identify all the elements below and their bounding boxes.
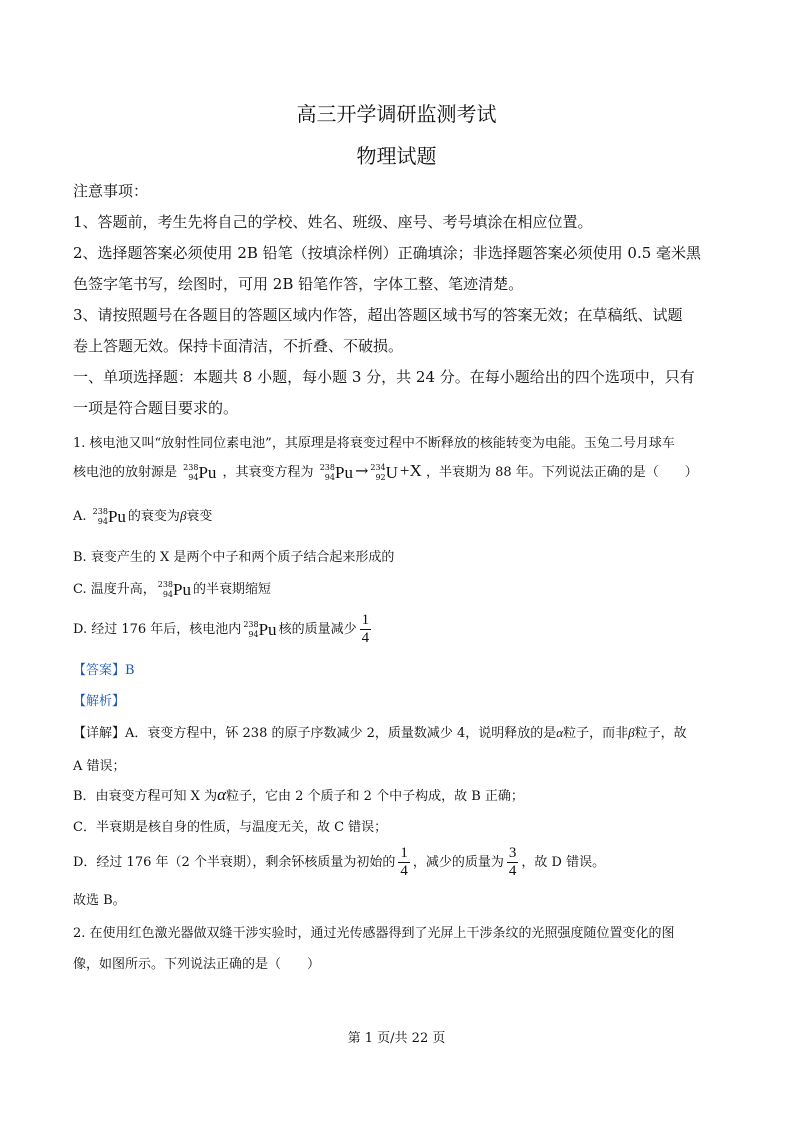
pu-d-mass: 238 [243,619,259,629]
fraction-1-4-b [398,845,410,880]
q2-stem-line2: 像，如图所示。下列说法正确的是（ ） [73,957,321,972]
section1-line2: 一项是符合题目要求的。 [73,399,239,417]
q1-option-d [73,612,374,647]
plus-x: +X [399,461,422,480]
note-1: 1、答题前，考生先将自己的学校、姓名、班级、座号、考号填涂在相应位置。 [73,213,593,231]
frac-b-num: 1 [400,845,408,861]
frac-den: 4 [361,630,370,646]
frac-num: 1 [361,612,370,628]
detail-line2: A 错误； [73,759,126,774]
nuclide-pu-eq [320,463,353,483]
analysis-heading: 【解析】 [73,694,126,709]
conclusion-line: 故选 B。 [73,893,126,908]
pu-symbol: Pu [198,462,217,482]
q1-option-a [73,505,212,527]
q2-stem-line1: 2. 在使用红色激光器做双缝干涉实验时，通过光传感器得到了光屏上干涉条纹的光照强度随位置变化的图 [73,926,675,941]
pu-d-atomic: 94 [248,629,259,639]
pu-d-symbol: Pu [258,619,277,639]
nuclide-pu-c [158,580,191,600]
detail-5c: ，故 D 错误。 [521,855,606,870]
q1-option-c [73,578,271,600]
exam-subtitle: 物理试题 [356,144,437,168]
opt-c-end: 的半衰期缩短 [193,582,272,597]
detail-3b: 粒子，它由 2 个质子和 2 个中子构成，故 B 正确； [226,789,524,804]
detail-1a: 【详解】A．衰变方程中，钚 238 的原子序数减少 2，质量数减少 4，说明释放的是 [73,726,557,741]
pu-a-symbol: Pu [107,506,126,526]
u-atomic: 92 [375,472,386,482]
pu-mass: 238 [183,462,199,472]
detail-5b: ，减少的质量为 [412,855,504,870]
notes-heading: 注意事项： [73,182,149,200]
alpha-symbol-2: α [217,785,227,804]
detail-line1 [73,722,687,741]
detail-5a: D．经过 176 年（2 个半衰期），剩余钚核质量为初始的 [73,855,396,870]
detail-1c: 粒子，故 [634,726,687,741]
nuclide-pu [183,463,216,483]
opt-d-end: 核的质量减少 [278,622,357,637]
pu-eq-atomic: 94 [324,472,335,482]
beta-symbol-2: β [628,725,635,740]
detail-1b: 粒子，而非 [563,726,629,741]
q1-stem2-c: ，半衰期为 88 年。下列说法正确的是（ ） [425,465,698,480]
pu-atomic: 94 [188,472,199,482]
nuclide-pu-d [243,620,276,640]
pu-c-symbol: Pu [173,579,191,599]
arrow-symbol: → [354,461,369,480]
u-symbol: U [385,462,398,482]
fraction-3-4 [507,845,519,880]
pu-c-atomic: 94 [162,589,174,599]
fraction-1-4 [360,612,372,647]
note-3-line2: 卷上答题无效。保持卡面清洁，不折叠、不破损。 [73,337,404,355]
detail-line4: C．半衰期是核自身的性质，与温度无关，故 C 错误； [73,820,388,835]
detail-line5 [73,845,605,880]
opt-a-label: A. [73,509,87,524]
q1-stem-line2 [73,461,698,483]
nuclide-u [370,463,398,483]
beta-symbol: β [179,508,187,523]
answer-line: 【答案】B [73,663,135,678]
note-2-line2: 色签字笔书写，绘图时，可用 2B 铅笔作答，字体工整、笔迹清楚。 [73,275,524,293]
pu-a-atomic: 94 [97,516,108,526]
pu-eq-mass: 238 [319,462,335,472]
q1-stem-line1: 1. 核电池又叫“放射性同位素电池”，其原理是将衰变过程中不断释放的核能转变为电能。玉兔二号月球车 [73,436,675,451]
q1-stem2-b: ，其衰变方程为 [222,465,314,480]
nuclide-pu-a [93,507,126,527]
detail-line3 [73,785,524,805]
alpha-symbol: α [556,725,564,740]
note-2-line1: 2、选择题答案必须使用 2B 铅笔（按填涂样例）正确填涂；非选择题答案必须使用 0.5 毫米黑 [73,244,702,262]
q1-option-b: B. 衰变产生的 X 是两个中子和两个质子结合起来形成的 [73,550,395,565]
opt-c-text: C. 温度升高， [73,582,156,597]
opt-d-text: D. 经过 176 年后，核电池内 [73,622,242,637]
pu-eq-symbol: Pu [334,462,353,482]
opt-a-text: 的衰变为 [127,509,180,524]
pu-a-mass: 238 [92,506,108,516]
frac-c-num: 3 [508,845,517,861]
frac-b-den: 4 [400,863,408,879]
exam-title: 高三开学调研监测考试 [296,102,497,126]
u-mass: 234 [370,462,386,472]
page-footer: 第 1 页/共 22 页 [347,1031,446,1046]
section1-line1: 一、单项选择题：本题共 8 小题，每小题 3 分，共 24 分。在每小题给出的四个选项中，只有 [73,368,695,386]
detail-3a: B．由衰变方程可知 X 为 [73,789,218,804]
q1-stem2-a: 核电池的放射源是 [73,465,178,480]
pu-c-mass: 238 [157,579,174,589]
opt-a-end: 衰变 [186,509,213,524]
frac-c-den: 4 [508,863,517,879]
note-3-line1: 3、请按照题号在各题目的答题区域内作答，超出答题区域书写的答案无效；在草稿纸、试题 [73,306,683,324]
